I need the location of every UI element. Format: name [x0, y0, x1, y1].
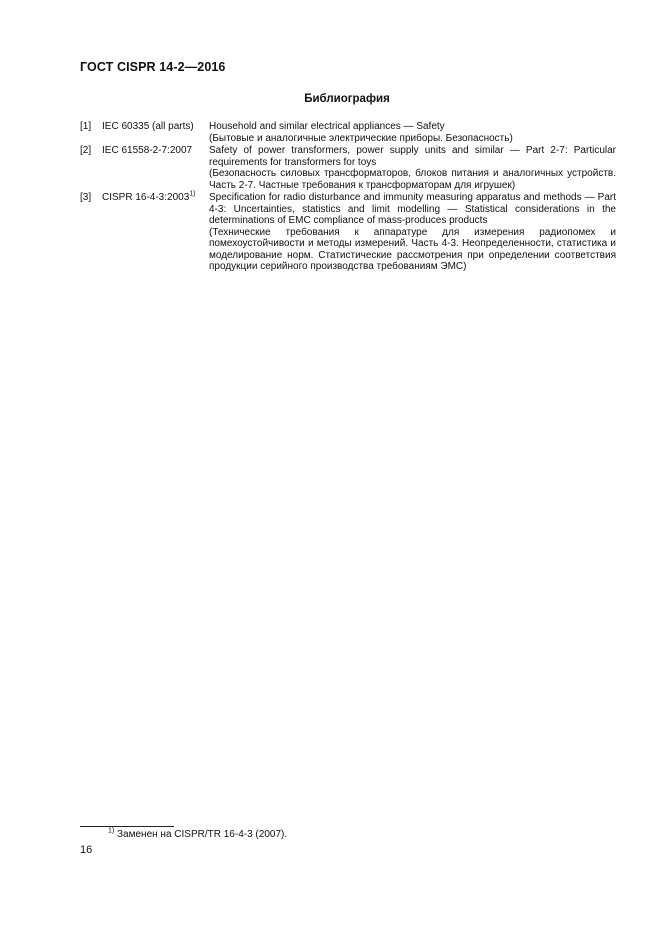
- entry-title-ru: (Безопасность силовых трансформаторов, блоков питания и аналогичных устройств. Часть 2-7. Частные требования к трансформаторам для игрушек): [209, 168, 616, 191]
- bibliography-entry: [80, 121, 616, 144]
- entry-title: [209, 121, 616, 144]
- entry-number: [3]: [80, 192, 92, 203]
- bibliography-entry: [80, 145, 616, 191]
- page-number: 16: [80, 844, 93, 856]
- footnote-text: Заменен на CISPR/TR 16-4-3 (2007).: [114, 829, 288, 840]
- entry-title-ru: (Бытовые и аналогичные электрические приборы. Безопасность): [209, 132, 513, 144]
- footnote: [108, 829, 287, 841]
- entry-code: [102, 121, 209, 144]
- footnote-reference-mark: 1): [189, 190, 196, 198]
- entry-title-en: Safety of power transformers, power supply units and similar — Part 2-7: Particular requirements for transformers for toys: [209, 145, 616, 168]
- bibliography-list: [80, 121, 616, 274]
- entry-code-text: CISPR 16-4-3:2003: [102, 192, 190, 203]
- page-header-standard-id: ГОСТ CISPR 14-2—2016: [80, 60, 226, 74]
- entry-title-en: Household and similar electrical appliances — Safety: [209, 121, 445, 132]
- entry-title: [209, 145, 616, 191]
- entry-title-en: Specification for radio disturbance and immunity measuring apparatus and methods — Part 4-3: Uncertainties, statistics and limit modelling — Statistical considerations in the determinations of EMC compliance of mass-produces products: [209, 192, 616, 226]
- footnote-divider: [80, 826, 174, 827]
- bibliography-entry: [80, 192, 616, 273]
- entry-code-text: IEC 61558-2-7:2007: [102, 145, 193, 156]
- section-title: Библиография: [304, 93, 390, 105]
- entry-title: [209, 192, 616, 273]
- entry-number: [1]: [80, 121, 92, 132]
- entry-code-text: IEC 60335 (all parts): [102, 121, 194, 132]
- entry-code: [102, 145, 209, 191]
- entry-title-ru: (Технические требования к аппаратуре для измерения радиопомех и помехоустойчивости и методы измерений. Часть 4-3. Неопределенности, статистика и моделирование норм. Статистические рассмотрения при определении соответствия продукции серийного производства требованиям ЭМС): [209, 226, 616, 272]
- entry-number: [2]: [80, 145, 92, 156]
- footnote-mark: 1): [108, 827, 115, 835]
- entry-code: [102, 192, 209, 273]
